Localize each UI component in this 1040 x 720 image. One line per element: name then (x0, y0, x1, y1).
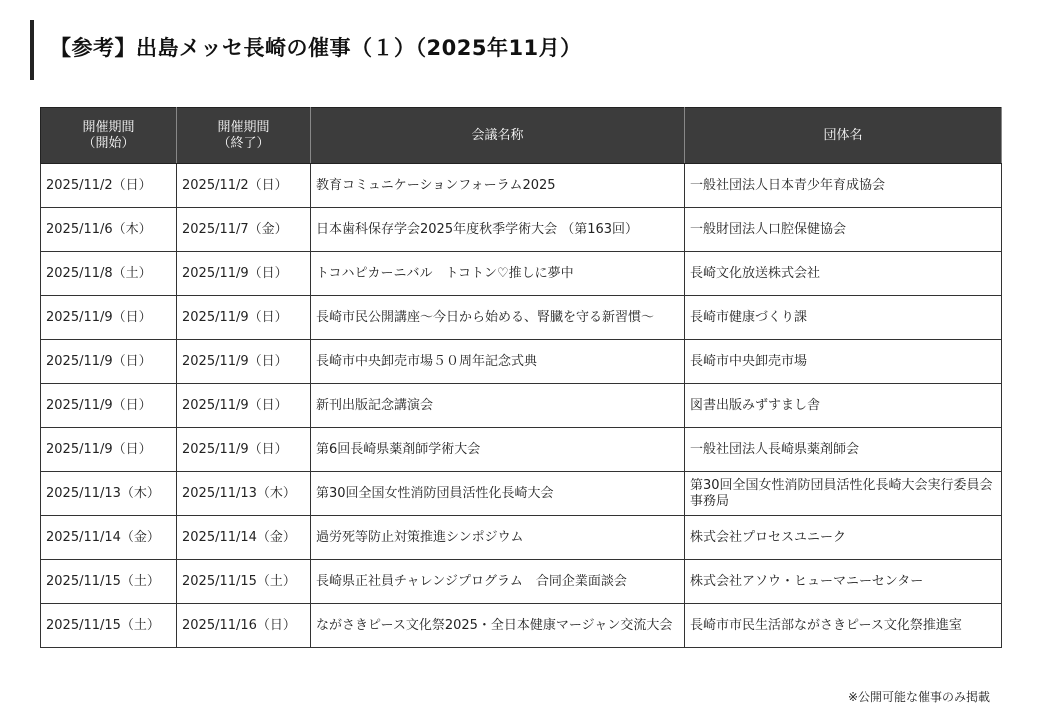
cell-event-name: 長崎市中央卸売市場５０周年記念式典 (311, 340, 685, 384)
table-row (41, 384, 1002, 428)
cell-end-date: 2025/11/9（日） (177, 428, 311, 472)
table-row (41, 604, 1002, 648)
footer-note: ※公開可能な催事のみ掲載 (847, 690, 990, 704)
cell-end-date: 2025/11/16（日） (177, 604, 311, 648)
column-header-organization: 団体名 (685, 108, 1002, 164)
table-row (41, 340, 1002, 384)
cell-end-date: 2025/11/7（金） (177, 208, 311, 252)
cell-end-date: 2025/11/2（日） (177, 164, 311, 208)
table-row (41, 516, 1002, 560)
cell-end-date: 2025/11/9（日） (177, 384, 311, 428)
cell-organization: 一般社団法人長崎県薬剤師会 (685, 428, 1002, 472)
cell-end-date: 2025/11/15（土） (177, 560, 311, 604)
cell-event-name: トコハピカーニバル トコトン♡推しに夢中 (311, 252, 685, 296)
page-title: 【参考】出島メッセ長崎の催事（１）（2025年11月） (50, 36, 582, 60)
cell-event-name: 第30回全国女性消防団員活性化長崎大会 (311, 472, 685, 516)
column-header-start: 開催期間 （開始） (41, 108, 177, 164)
cell-event-name: 長崎市民公開講座～今日から始める、腎臓を守る新習慣～ (311, 296, 685, 340)
cell-event-name: 新刊出版記念講演会 (311, 384, 685, 428)
cell-end-date: 2025/11/14（金） (177, 516, 311, 560)
table-row (41, 296, 1002, 340)
table-row (41, 560, 1002, 604)
cell-end-date: 2025/11/9（日） (177, 296, 311, 340)
cell-organization: 第30回全国女性消防団員活性化長崎大会実行委員会事務局 (685, 472, 1002, 516)
cell-event-name: 教育コミュニケーションフォーラム2025 (311, 164, 685, 208)
cell-end-date: 2025/11/13（木） (177, 472, 311, 516)
cell-event-name: ながさきピース文化祭2025・全日本健康マージャン交流大会 (311, 604, 685, 648)
table-row (41, 252, 1002, 296)
cell-start-date: 2025/11/15（土） (41, 560, 177, 604)
cell-start-date: 2025/11/14（金） (41, 516, 177, 560)
cell-event-name: 第6回長崎県薬剤師学術大会 (311, 428, 685, 472)
cell-organization: 長崎市中央卸売市場 (685, 340, 1002, 384)
cell-start-date: 2025/11/8（土） (41, 252, 177, 296)
cell-start-date: 2025/11/9（日） (41, 340, 177, 384)
events-table (40, 107, 1002, 648)
table-row (41, 428, 1002, 472)
cell-start-date: 2025/11/2（日） (41, 164, 177, 208)
cell-event-name: 日本歯科保存学会2025年度秋季学術大会 （第163回） (311, 208, 685, 252)
cell-end-date: 2025/11/9（日） (177, 252, 311, 296)
table-row (41, 472, 1002, 516)
cell-organization: 長崎市市民生活部ながさきピース文化祭推進室 (685, 604, 1002, 648)
column-header-end: 開催期間 （終了） (177, 108, 311, 164)
cell-start-date: 2025/11/9（日） (41, 296, 177, 340)
cell-event-name: 過労死等防止対策推進シンポジウム (311, 516, 685, 560)
table-header-row (41, 108, 1002, 164)
table-row (41, 164, 1002, 208)
cell-start-date: 2025/11/6（木） (41, 208, 177, 252)
cell-end-date: 2025/11/9（日） (177, 340, 311, 384)
cell-start-date: 2025/11/13（木） (41, 472, 177, 516)
cell-organization: 長崎文化放送株式会社 (685, 252, 1002, 296)
cell-organization: 図書出版みずすまし舎 (685, 384, 1002, 428)
cell-start-date: 2025/11/15（土） (41, 604, 177, 648)
cell-start-date: 2025/11/9（日） (41, 384, 177, 428)
cell-organization: 一般財団法人口腔保健協会 (685, 208, 1002, 252)
cell-event-name: 長崎県正社員チャレンジプログラム 合同企業面談会 (311, 560, 685, 604)
column-header-event-name: 会議名称 (311, 108, 685, 164)
cell-start-date: 2025/11/9（日） (41, 428, 177, 472)
table-row (41, 208, 1002, 252)
cell-organization: 長崎市健康づくり課 (685, 296, 1002, 340)
cell-organization: 株式会社アソウ・ヒューマニーセンター (685, 560, 1002, 604)
cell-organization: 一般社団法人日本青少年育成協会 (685, 164, 1002, 208)
title-accent-bar (30, 20, 34, 80)
cell-organization: 株式会社プロセスユニーク (685, 516, 1002, 560)
